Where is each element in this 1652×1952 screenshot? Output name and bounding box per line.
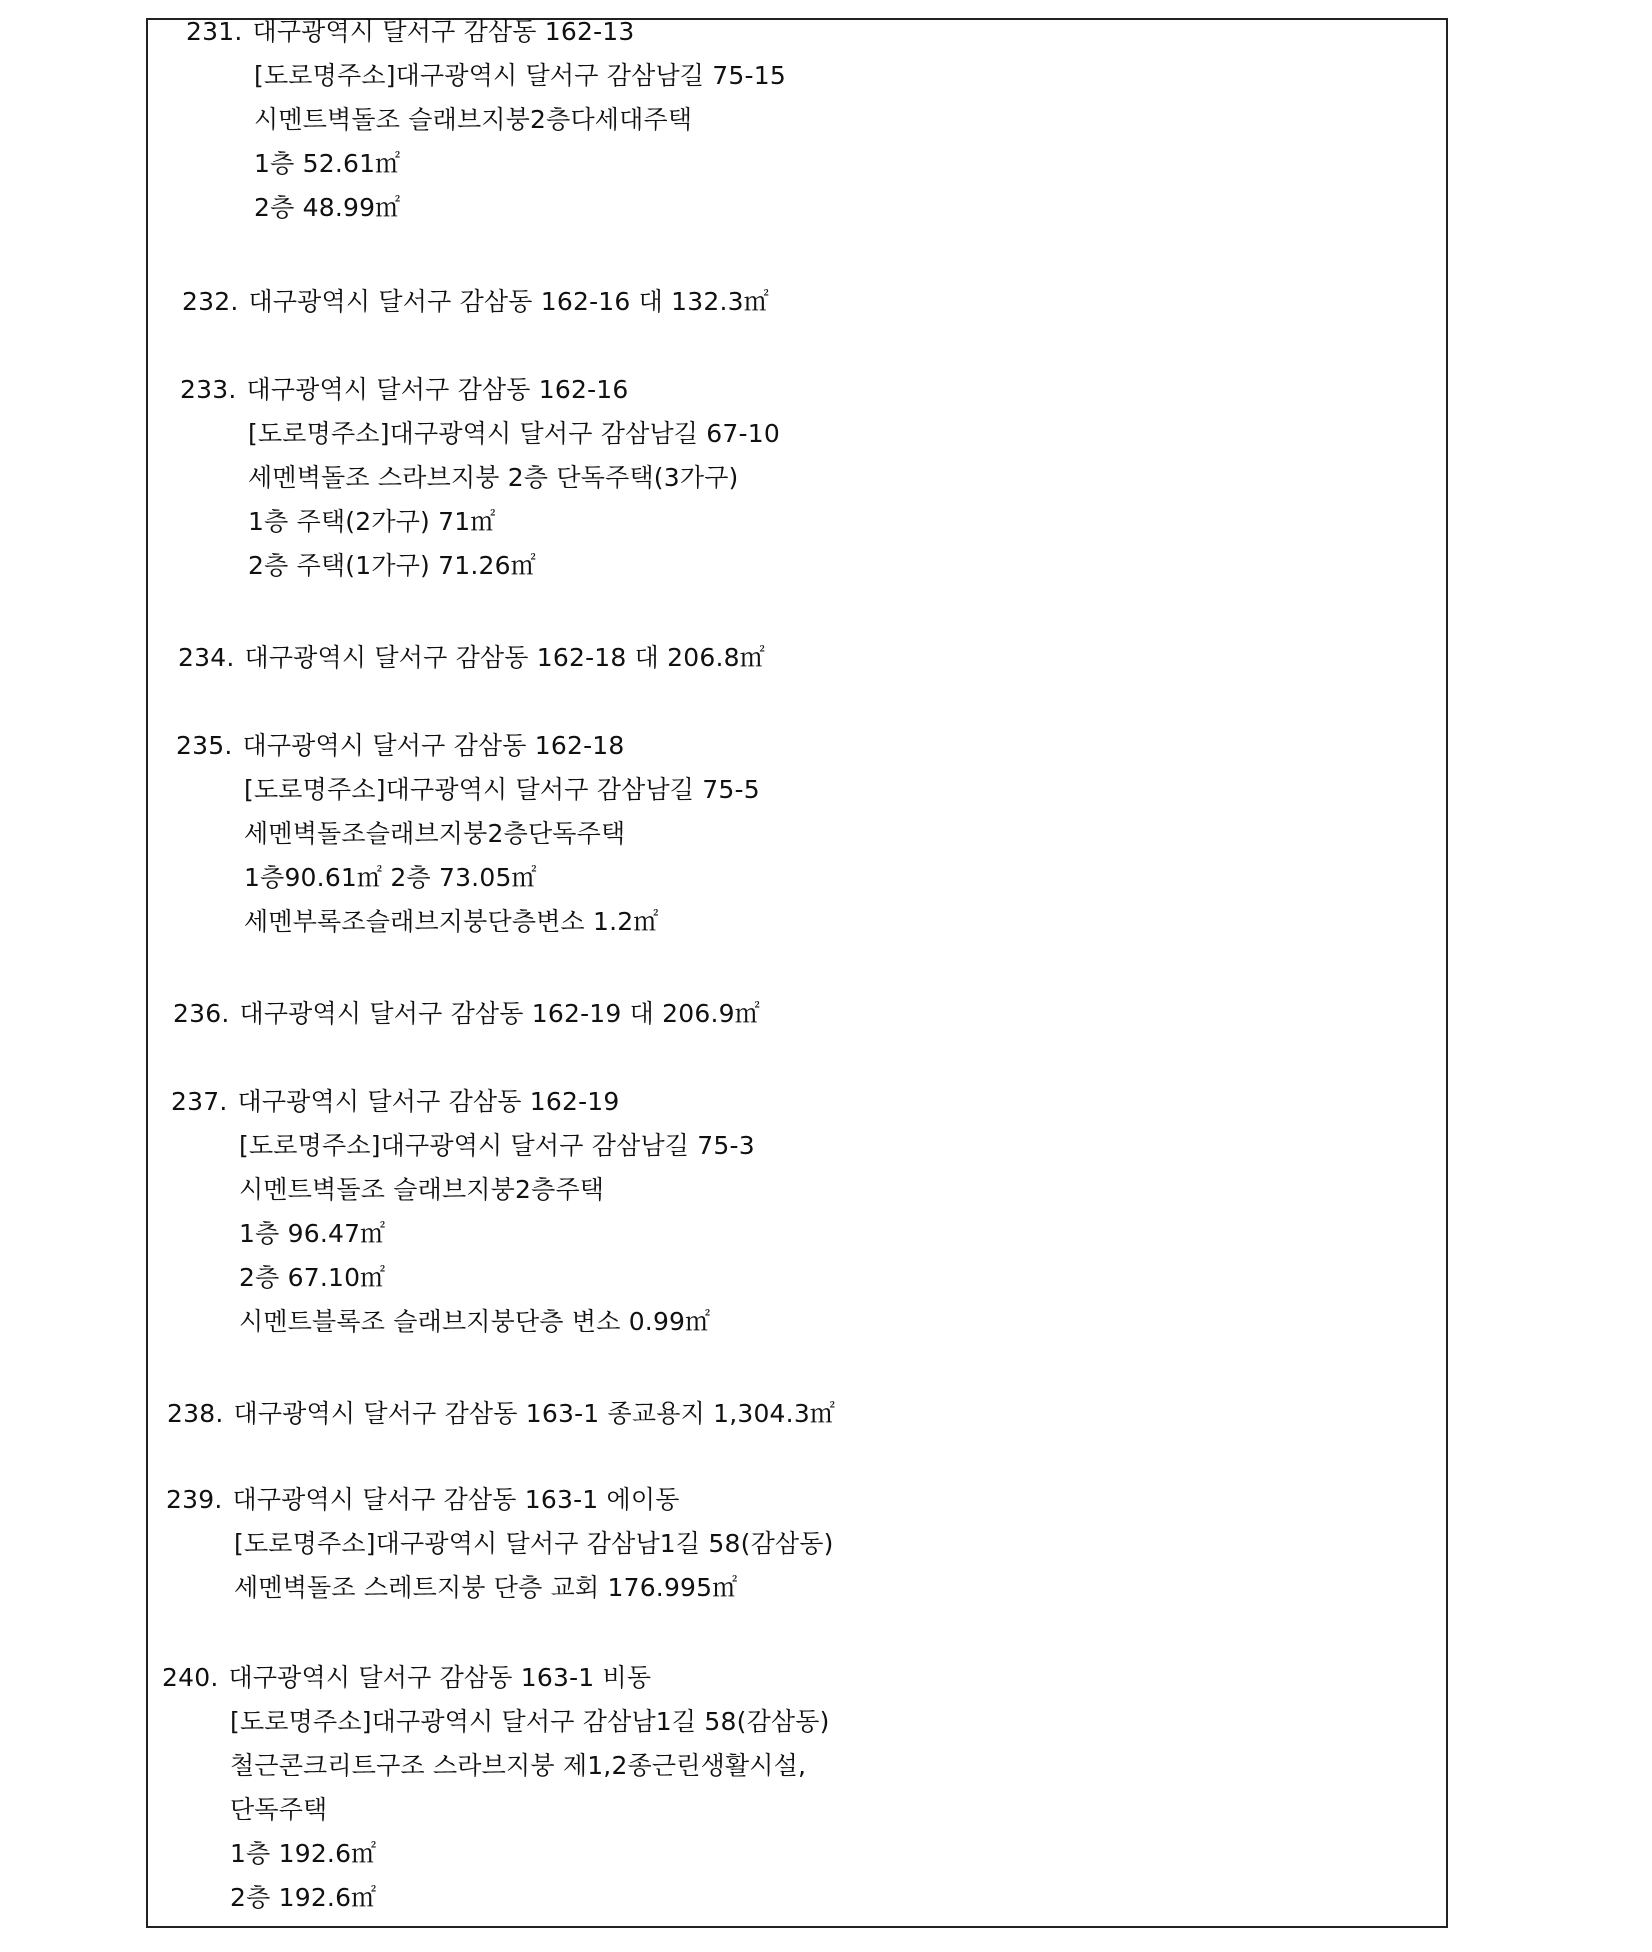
entry-line: 2층 48.99㎡	[254, 193, 401, 222]
entry-line: 1층 52.61㎡	[254, 149, 401, 178]
entry-address: 대구광역시 달서구 감삼동 163-1 종교용지 1,304.3㎡	[233, 1399, 836, 1428]
entry-line: 시멘트벽돌조 슬래브지붕2층주택	[239, 1175, 605, 1204]
entry-line: 1층 주택(2가구) 71㎡	[248, 507, 496, 536]
entry-number: 240.	[162, 1663, 219, 1692]
entry-238	[167, 1392, 835, 1436]
entry-line: 철근콘크리트구조 스라브지붕 제1,2종근린생활시설,	[230, 1751, 807, 1780]
entry-heading	[180, 368, 780, 412]
entry-line: [도로명주소]대구광역시 달서구 감삼남길 75-15	[254, 61, 786, 90]
entry-number: 232.	[182, 287, 239, 316]
entry-line: 세멘벽돌조슬래브지붕2층단독주택	[244, 819, 626, 848]
entry-line: 세멘부록조슬래브지붕단층변소 1.2㎡	[244, 907, 659, 936]
entry-heading	[166, 1478, 834, 1522]
entry-number: 234.	[178, 643, 235, 672]
entry-address: 대구광역시 달서구 감삼동 163-1 에이동	[232, 1485, 680, 1514]
entry-line: 2층 주택(1가구) 71.26㎡	[248, 551, 536, 580]
entry-line: [도로명주소]대구광역시 달서구 감삼남길 75-5	[244, 775, 760, 804]
entry-239	[166, 1478, 834, 1610]
entry-address: 대구광역시 달서구 감삼동 162-19 대 206.9㎡	[239, 999, 760, 1028]
entry-line: [도로명주소]대구광역시 달서구 감삼남길 75-3	[239, 1131, 755, 1160]
entry-address: 대구광역시 달서구 감삼동 162-13	[252, 17, 635, 46]
entry-address: 대구광역시 달서구 감삼동 162-16	[246, 375, 629, 404]
entry-heading	[176, 724, 760, 768]
entry-235	[176, 724, 760, 944]
entry-address: 대구광역시 달서구 감삼동 162-18	[242, 731, 625, 760]
entry-address: 대구광역시 달서구 감삼동 163-1 비동	[228, 1663, 652, 1692]
entry-line: 2층 67.10㎡	[239, 1263, 386, 1292]
entry-240	[162, 1656, 830, 1920]
entry-line: [도로명주소]대구광역시 달서구 감삼남1길 58(감삼동)	[234, 1529, 834, 1558]
entry-heading	[171, 1080, 755, 1124]
entry-number: 239.	[166, 1485, 223, 1514]
entry-heading	[162, 1656, 830, 1700]
entry-heading	[178, 636, 765, 680]
entry-number: 233.	[180, 375, 237, 404]
entry-line: 세멘벽돌조 스라브지붕 2층 단독주택(3가구)	[248, 463, 739, 492]
entry-line: 시멘트블록조 슬래브지붕단층 변소 0.99㎡	[239, 1307, 711, 1336]
entry-number: 231.	[186, 17, 243, 46]
entry-line: 1층 192.6㎡	[230, 1839, 377, 1868]
entry-236	[173, 992, 760, 1036]
entry-234	[178, 636, 765, 680]
entry-number: 237.	[171, 1087, 228, 1116]
entry-237	[171, 1080, 755, 1344]
entry-line: 1층90.61㎡ 2층 73.05㎡	[244, 863, 537, 892]
entry-address: 대구광역시 달서구 감삼동 162-19	[237, 1087, 620, 1116]
entry-heading	[167, 1392, 835, 1436]
entry-line: 1층 96.47㎡	[239, 1219, 386, 1248]
entry-line: 단독주택	[230, 1795, 328, 1824]
entry-address: 대구광역시 달서구 감삼동 162-18 대 206.8㎡	[244, 643, 765, 672]
entry-233	[180, 368, 780, 588]
entry-heading	[186, 10, 786, 54]
entry-line: [도로명주소]대구광역시 달서구 감삼남1길 58(감삼동)	[230, 1707, 830, 1736]
entry-line: 세멘벽돌조 스레트지붕 단층 교회 176.995㎡	[234, 1573, 738, 1602]
entry-heading	[182, 280, 769, 324]
entry-heading	[173, 992, 760, 1036]
entry-number: 235.	[176, 731, 233, 760]
entry-number: 238.	[167, 1399, 224, 1428]
entry-line: 2층 192.6㎡	[230, 1883, 377, 1912]
entry-number: 236.	[173, 999, 230, 1028]
entry-line: 시멘트벽돌조 슬래브지붕2층다세대주택	[254, 105, 693, 134]
entry-231	[186, 10, 786, 230]
entry-line: [도로명주소]대구광역시 달서구 감삼남길 67-10	[248, 419, 780, 448]
entry-232	[182, 280, 769, 324]
entry-address: 대구광역시 달서구 감삼동 162-16 대 132.3㎡	[248, 287, 769, 316]
